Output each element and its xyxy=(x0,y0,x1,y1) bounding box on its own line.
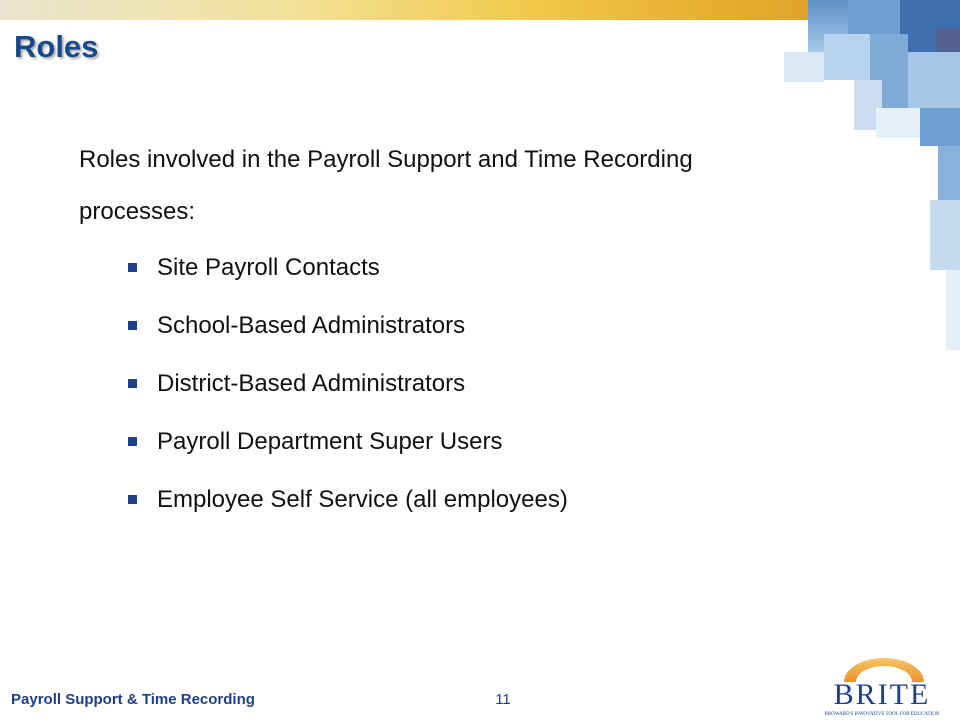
logo-tagline: BROWARD'S INNOVATIVE TOOL FOR EDUCATION xyxy=(824,712,940,717)
list-item-label: Payroll Department Super Users xyxy=(157,428,503,455)
list-item xyxy=(128,417,568,475)
list-item-label: Site Payroll Contacts xyxy=(157,254,380,281)
square-bullet-icon xyxy=(128,263,137,272)
list-item xyxy=(128,359,568,417)
slide-title: Roles xyxy=(14,29,99,64)
list-item xyxy=(128,243,568,301)
square-bullet-icon xyxy=(128,437,137,446)
square-bullet-icon xyxy=(128,321,137,330)
logo-wordmark: BRITE xyxy=(833,678,931,711)
intro-text: Roles involved in the Payroll Support and Time Recording processes: xyxy=(79,146,693,225)
list-item xyxy=(128,475,568,533)
list-item-label: District-Based Administrators xyxy=(157,370,466,397)
square-bullet-icon xyxy=(128,379,137,388)
list-item xyxy=(128,301,568,359)
page-number: 11 xyxy=(495,691,511,708)
decorative-mosaic xyxy=(760,0,960,360)
roles-list xyxy=(128,243,568,533)
list-item-label: School-Based Administrators xyxy=(157,312,466,339)
list-item-label: Employee Self Service (all employees) xyxy=(157,486,568,513)
brite-logo xyxy=(812,658,952,718)
footer-title: Payroll Support & Time Recording xyxy=(11,691,255,708)
square-bullet-icon xyxy=(128,495,137,504)
